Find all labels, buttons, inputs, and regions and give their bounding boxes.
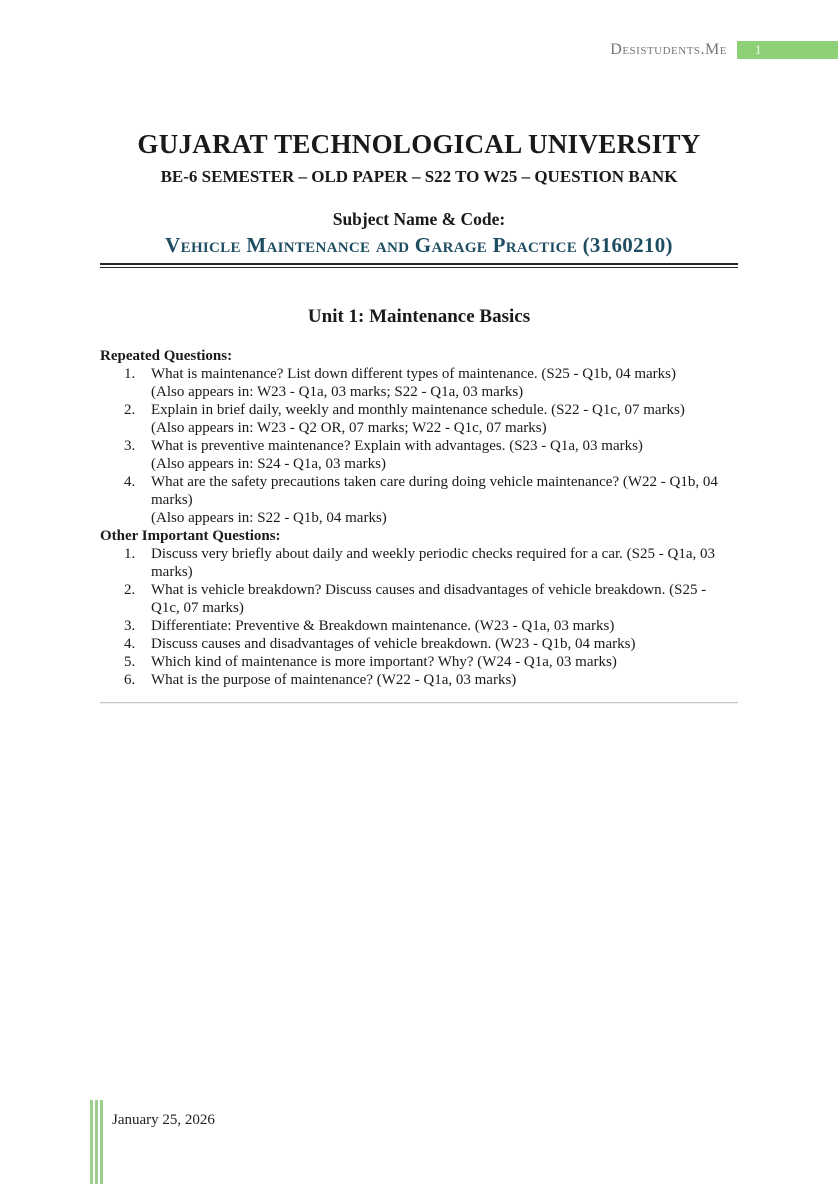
question-text: Which kind of maintenance is more important? Why? (W24 - Q1a, 03 marks) [151,654,617,670]
question-text: Differentiate: Preventive & Breakdown maintenance. (W23 - Q1a, 03 marks) [151,618,615,634]
decorative-green-lines [90,1100,103,1184]
question-text: What is preventive maintenance? Explain with advantages. (S23 - Q1a, 03 marks) (Also appears in: S24 - Q1a, 03 marks) [151,437,738,473]
question-item [124,671,738,689]
question-item [124,473,738,527]
question-text: Discuss causes and disadvantages of vehicle breakdown. (W23 - Q1b, 04 marks) [151,636,636,652]
end-of-content-rule [100,702,738,703]
question-item [124,401,738,437]
paper-subtitle: BE-6 SEMESTER – OLD PAPER – S22 TO W25 – QUESTION BANK [160,167,678,186]
question-number: 2. [124,402,136,418]
question-number: 4. [124,636,136,652]
site-name: Desistudents.Me [610,40,727,58]
question-number: 1. [124,366,136,382]
question-item [124,545,738,581]
section-heading: Repeated Questions: [100,348,233,364]
question-text: What is the purpose of maintenance? (W22 - Q1a, 03 marks) [151,672,517,688]
question-number: 3. [124,438,136,454]
question-also-appears: (Also appears in: S22 - Q1b, 04 marks) [151,510,387,526]
question-number: 1. [124,546,136,562]
question-also-appears: (Also appears in: W23 - Q1a, 03 marks; S22 - Q1a, 03 marks) [151,384,524,400]
subject-name: Vehicle Maintenance and Garage Practice (3160210) [165,233,673,257]
question-item [124,653,738,671]
page-number-badge [737,41,838,59]
question-text: What is vehicle breakdown? Discuss causes and disadvantages of vehicle breakdown. (S25 - Q1c, 07 marks) [151,582,707,616]
question-item [124,437,738,473]
question-item [124,365,738,401]
question-number: 3. [124,618,136,634]
question-list [100,365,738,527]
question-text: What is maintenance? List down different types of maintenance. (S25 - Q1b, 04 marks) (Also appears in: W23 - Q1a, 03 marks; S22 - Q1a, 03 marks) [151,365,738,401]
question-sections [100,347,738,689]
question-text: Explain in brief daily, weekly and monthly maintenance schedule. (S22 - Q1c, 07 marks) (Also appears in: W23 - Q2 OR, 07 marks; W22 - Q1c, 07 marks) [151,401,738,437]
question-item [124,617,738,635]
question-number: 2. [124,582,136,598]
university-title: GUJARAT TECHNOLOGICAL UNIVERSITY [137,129,701,159]
question-item [124,635,738,653]
page-number: 1 [755,41,762,57]
footer-date: January 25, 2026 [112,1112,215,1128]
question-number: 5. [124,654,136,670]
subject-divider-rule [100,263,738,268]
question-number: 6. [124,672,136,688]
question-text: What are the safety precautions taken care during doing vehicle maintenance? (W22 - Q1b, 04 marks) (Also appears in: S22 - Q1b, 04 marks) [151,473,738,527]
question-item [124,581,738,617]
section-heading: Other Important Questions: [100,528,281,544]
question-list [100,545,738,689]
subject-label: Subject Name & Code: [332,209,506,229]
unit-title: Unit 1: Maintenance Basics [307,306,531,327]
question-text: Discuss very briefly about daily and weekly periodic checks required for a car. (S25 - Q1a, 03 marks) [151,546,715,580]
question-number: 4. [124,474,136,490]
question-also-appears: (Also appears in: W23 - Q2 OR, 07 marks; W22 - Q1c, 07 marks) [151,420,547,436]
question-also-appears: (Also appears in: S24 - Q1a, 03 marks) [151,456,386,472]
document-body [100,0,738,711]
